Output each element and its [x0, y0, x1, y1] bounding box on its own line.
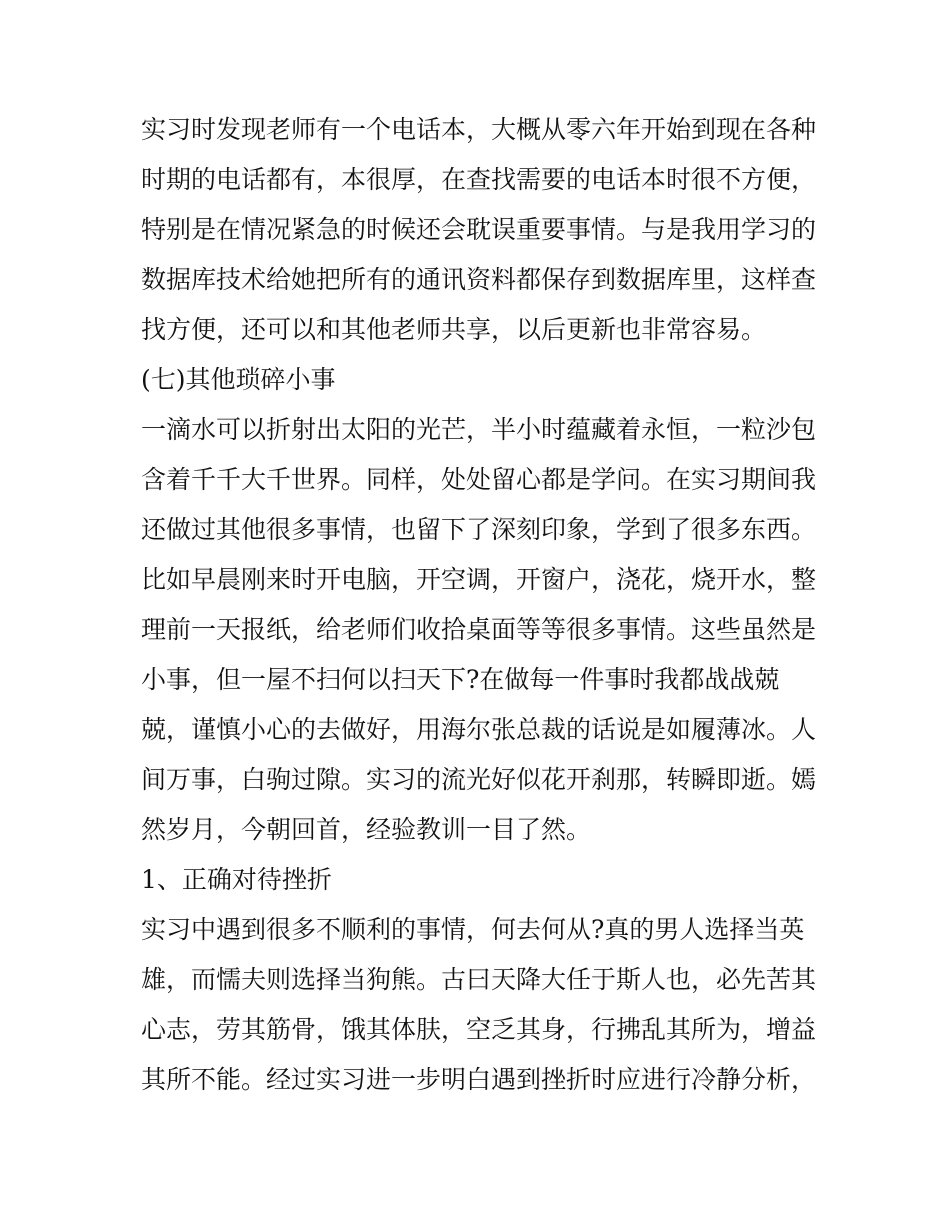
- text-line: 一滴水可以折射出太阳的光芒，半小时蕴藏着永恒，一粒沙包: [141, 415, 817, 444]
- section-heading: (七)其他琐碎小事: [141, 365, 336, 394]
- text-line: 理前一天报纸，给老师们收拾桌面等等很多事情。这些虽然是: [141, 615, 817, 644]
- text-line: 实习时发现老师有一个电话本，大概从零六年开始到现在各种: [141, 115, 817, 144]
- text-line: 心志，劳其筋骨，饿其体肤，空乏其身，行拂乱其所为，增益: [141, 1015, 817, 1044]
- text-line: 兢，谨慎小心的去做好，用海尔张总裁的话说是如履薄冰。人: [141, 715, 817, 744]
- text-line: 数据库技术给她把所有的通讯资料都保存到数据库里，这样查: [141, 265, 817, 294]
- text-line: 还做过其他很多事情，也留下了深刻印象，学到了很多东西。: [141, 515, 817, 544]
- text-line: 含着千千大千世界。同样，处处留心都是学问。在实习期间我: [141, 465, 817, 494]
- text-line: 然岁月，今朝回首，经验教训一目了然。: [141, 815, 592, 844]
- text-line: 实习中遇到很多不顺利的事情，何去何从?真的男人选择当英: [141, 915, 805, 944]
- text-line: 比如早晨刚来时开电脑，开空调，开窗户，浇花，烧开水，整: [141, 565, 817, 594]
- text-line: 小事，但一屋不扫何以扫天下?在做每一件事时我都战战兢: [141, 665, 780, 694]
- text-line: 特别是在情况紧急的时候还会耽误重要事情。与是我用学习的: [141, 215, 817, 244]
- text-line: 其所不能。经过实习进一步明白遇到挫折时应进行冷静分析，: [141, 1065, 817, 1094]
- text-line: 找方便，还可以和其他老师共享，以后更新也非常容易。: [141, 315, 767, 344]
- text-line: 时期的电话都有，本很厚，在查找需要的电话本时很不方便，: [141, 165, 817, 194]
- section-heading: 1、正确对待挫折: [141, 865, 332, 894]
- text-line: 间万事，白驹过隙。实习的流光好似花开刹那，转瞬即逝。嫣: [141, 765, 817, 794]
- text-line: 雄，而懦夫则选择当狗熊。古曰天降大任于斯人也，必先苦其: [141, 965, 817, 994]
